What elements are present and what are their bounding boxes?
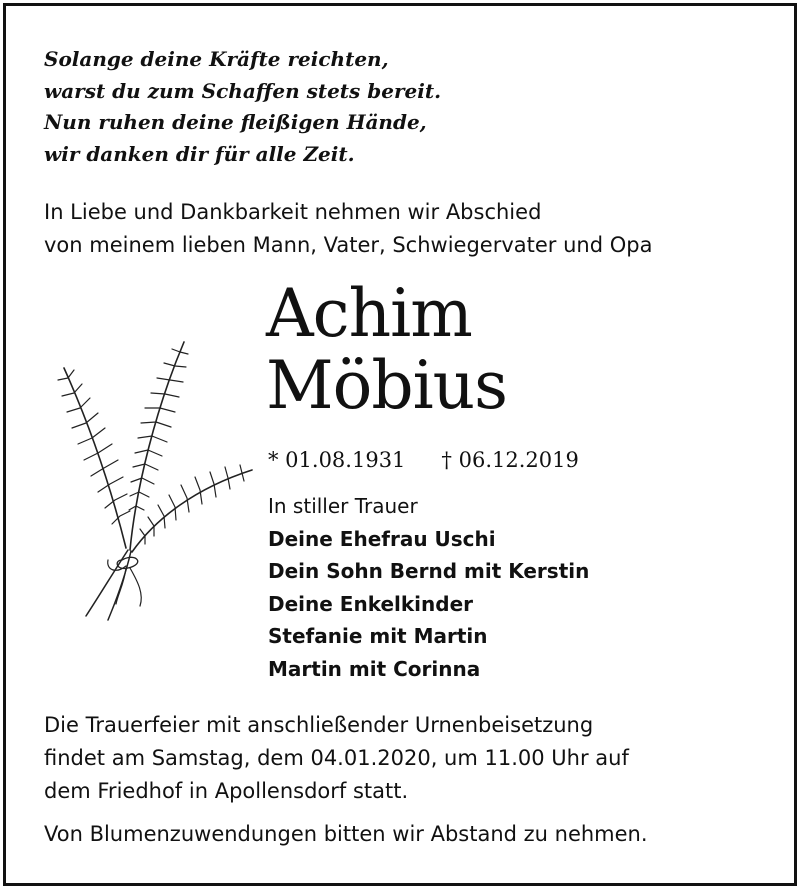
mourner-entry: Dein Sohn Bernd mit Kerstin bbox=[268, 559, 590, 583]
death-date: † 06.12.2019 bbox=[441, 448, 579, 472]
flowers-note: Von Blumenzuwendungen bitten wir Abstand zu nehmen. bbox=[44, 822, 648, 846]
farewell-intro bbox=[44, 196, 652, 262]
mourning-lead: In stiller Trauer bbox=[268, 494, 418, 518]
deceased-first-name: Achim bbox=[266, 275, 472, 352]
poem-line: warst du zum Schaffen stets bereit. bbox=[44, 78, 442, 103]
poem bbox=[44, 44, 441, 170]
mourner-entry: Stefanie mit Martin bbox=[268, 624, 488, 648]
life-dates bbox=[268, 446, 579, 474]
mourner-entry: Martin mit Corinna bbox=[268, 656, 481, 681]
deceased-last-name: Möbius bbox=[266, 347, 508, 424]
fern-bouquet-icon bbox=[56, 338, 256, 623]
service-line: Die Trauerfeier mit anschließender Urnenbeisetzung bbox=[44, 713, 594, 737]
birth-date: * 01.08.1931 bbox=[268, 448, 406, 472]
funeral-service-info bbox=[44, 709, 629, 808]
intro-line: In Liebe und Dankbarkeit nehmen wir Abschied bbox=[44, 200, 542, 224]
poem-line: Solange deine Kräfte reichten, bbox=[44, 47, 389, 71]
intro-line: von meinem lieben Mann, Vater, Schwiegervater und Opa bbox=[44, 233, 653, 257]
mourners-list bbox=[268, 490, 589, 685]
service-line: dem Friedhof in Apollensdorf statt. bbox=[44, 779, 409, 803]
poem-line: wir danken dir für alle Zeit. bbox=[44, 141, 355, 166]
poem-line: Nun ruhen deine fleißigen Hände, bbox=[44, 110, 427, 134]
service-line: findet am Samstag, dem 04.01.2020, um 11.00 Uhr auf bbox=[44, 746, 629, 770]
deceased-name bbox=[266, 275, 508, 424]
mourner-entry: Deine Ehefrau Uschi bbox=[268, 526, 496, 551]
mourner-entry: Deine Enkelkinder bbox=[268, 591, 474, 616]
